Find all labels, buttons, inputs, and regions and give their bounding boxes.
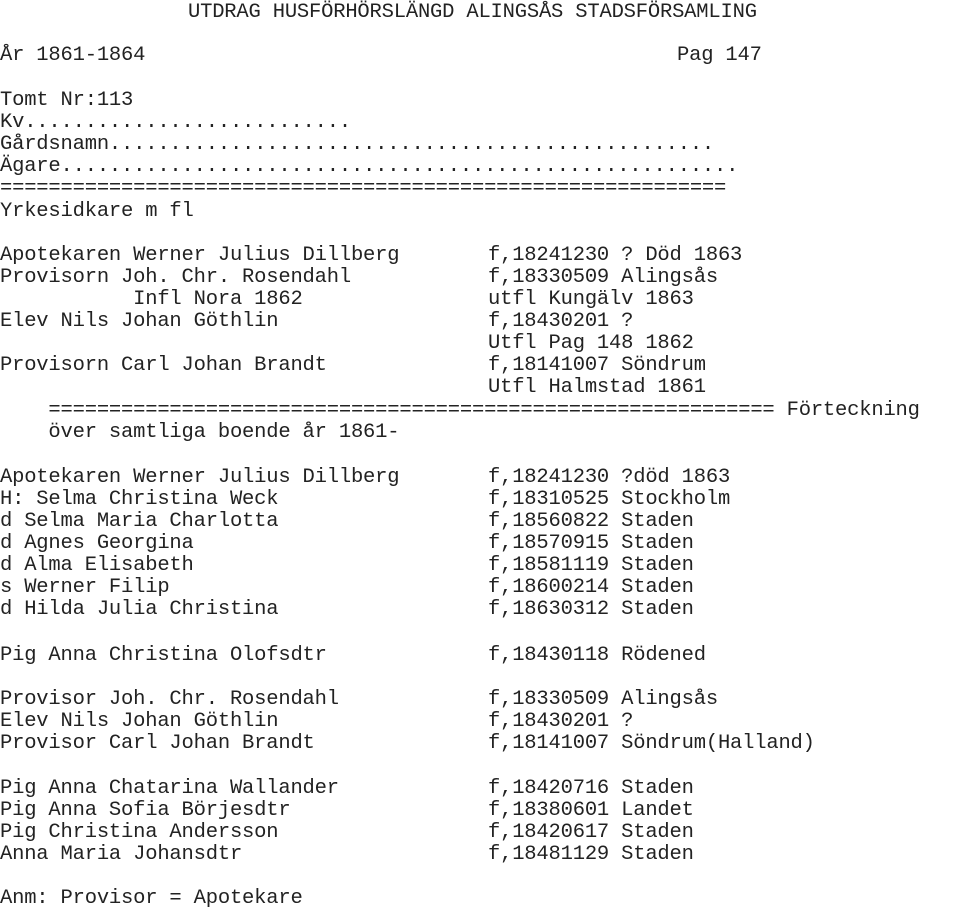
year-range: År 1861-1864 bbox=[0, 44, 146, 67]
owner-field: Ägare........................................................ bbox=[0, 155, 739, 178]
footnote: Anm: Provisor = Apotekare bbox=[0, 887, 303, 910]
resident-info: f,18430118 Rödened bbox=[488, 644, 706, 667]
person-info: f,18141007 Söndrum bbox=[488, 354, 706, 377]
resident-name: s Werner Filip bbox=[0, 576, 170, 599]
resident-name: Anna Maria Johansdtr bbox=[0, 843, 243, 866]
page-number: Pag 147 bbox=[677, 44, 762, 67]
person-info: f,18330509 Alingsås bbox=[488, 266, 718, 289]
category-heading: Yrkesidkare m fl bbox=[0, 200, 194, 223]
person-info: Utfl Halmstad 1861 bbox=[488, 376, 706, 399]
resident-info: f,18600214 Staden bbox=[488, 576, 694, 599]
resident-info: f,18330509 Alingsås bbox=[488, 688, 718, 711]
resident-name: Pig Anna Sofia Börjesdtr bbox=[0, 799, 291, 822]
resident-info: f,18581119 Staden bbox=[488, 554, 694, 577]
resident-info: f,18310525 Stockholm bbox=[488, 488, 731, 511]
separator-rule: ============================================================ bbox=[0, 177, 727, 200]
section-heading: över samtliga boende år 1861- bbox=[0, 421, 400, 444]
resident-name: Pig Anna Christina Olofsdtr bbox=[0, 644, 327, 667]
lot-number: Tomt Nr:113 bbox=[0, 89, 134, 112]
resident-name: d Alma Elisabeth bbox=[0, 554, 194, 577]
resident-info: f,18630312 Staden bbox=[488, 598, 694, 621]
person-name: Apotekaren Werner Julius Dillberg bbox=[0, 244, 400, 267]
resident-name: d Hilda Julia Christina bbox=[0, 598, 279, 621]
person-name: Infl Nora 1862 bbox=[0, 288, 303, 311]
person-name: Elev Nils Johan Göthlin bbox=[0, 310, 279, 333]
farm-name-field: Gårdsnamn.................................................. bbox=[0, 133, 715, 156]
resident-info: f,18241230 ?död 1863 bbox=[488, 466, 731, 489]
resident-name: H: Selma Christina Weck bbox=[0, 488, 279, 511]
resident-name: Elev Nils Johan Göthlin bbox=[0, 710, 279, 733]
resident-info: f,18380601 Landet bbox=[488, 799, 694, 822]
resident-info: f,18420617 Staden bbox=[488, 821, 694, 844]
person-info: f,18430201 ? bbox=[488, 310, 634, 333]
resident-name: d Selma Maria Charlotta bbox=[0, 510, 279, 533]
person-name: Provisorn Joh. Chr. Rosendahl bbox=[0, 266, 351, 289]
block-field: Kv........................... bbox=[0, 111, 351, 134]
section-divider: ============================================================ Förteckning bbox=[0, 399, 920, 422]
resident-info: f,18430201 ? bbox=[488, 710, 634, 733]
resident-info: f,18141007 Söndrum(Halland) bbox=[488, 732, 815, 755]
document-title: UTDRAG HUSFÖRHÖRSLÄNGD ALINGSÅS STADSFÖRSAMLING bbox=[188, 1, 757, 24]
person-info: f,18241230 ? Död 1863 bbox=[488, 244, 743, 267]
resident-name: Pig Christina Andersson bbox=[0, 821, 279, 844]
person-name: Provisorn Carl Johan Brandt bbox=[0, 354, 327, 377]
resident-info: f,18420716 Staden bbox=[488, 777, 694, 800]
resident-name: Apotekaren Werner Julius Dillberg bbox=[0, 466, 400, 489]
resident-info: f,18560822 Staden bbox=[488, 510, 694, 533]
resident-name: Provisor Joh. Chr. Rosendahl bbox=[0, 688, 339, 711]
person-info: utfl Kungälv 1863 bbox=[488, 288, 694, 311]
resident-info: f,18570915 Staden bbox=[488, 532, 694, 555]
resident-name: d Agnes Georgina bbox=[0, 532, 194, 555]
resident-name: Provisor Carl Johan Brandt bbox=[0, 732, 315, 755]
resident-info: f,18481129 Staden bbox=[488, 843, 694, 866]
resident-name: Pig Anna Chatarina Wallander bbox=[0, 777, 339, 800]
person-info: Utfl Pag 148 1862 bbox=[488, 332, 694, 355]
